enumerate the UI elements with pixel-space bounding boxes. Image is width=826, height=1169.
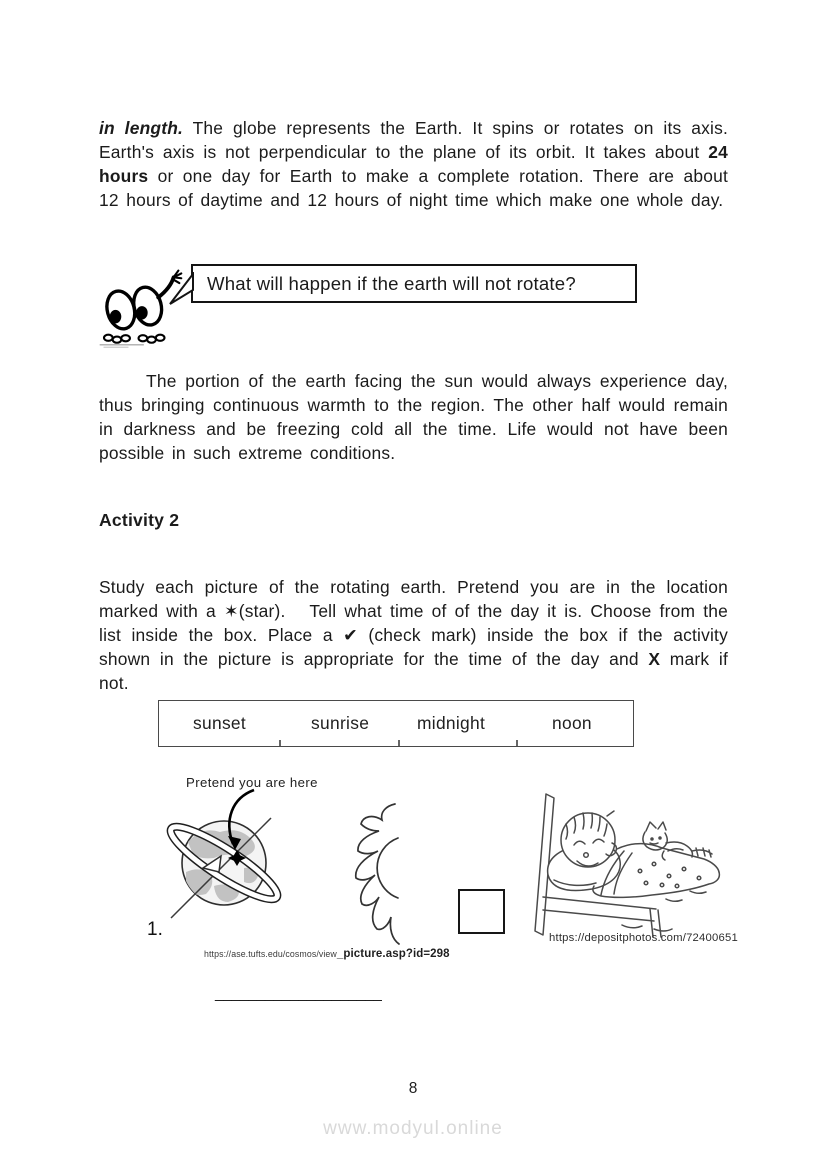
sun-icon <box>348 798 400 948</box>
word-bank-item: sunset <box>193 713 247 733</box>
answer-blank-line[interactable]: ____________________ <box>215 985 382 1002</box>
column-divider-tick <box>279 740 281 746</box>
intro-paragraph: in length. The globe represents the Earth. It spins or rotates on its axis. Earth's axis is not perpendicular to the plane of its orbit. It takes about 24 hours or one day for Earth to make a complete rotation. There are about 12 hours of daytime and 12 hours of night time which make one whole day. <box>99 118 728 210</box>
answer-paragraph: The portion of the earth facing the sun would always experience day, thus bringing continuous warmth to the region. The other half would remain in darkness and be freezing cold all the time. Life would not have been possible in such extreme conditions. <box>99 371 728 463</box>
bed-image-caption: https://depositphotos.com/72400651 <box>549 932 738 944</box>
speech-bubble-tail-icon <box>168 272 194 306</box>
activity-instructions: Study each picture of the rotating earth. Pretend you are in the location marked with a ✶(star). Tell what time of of the day it is. Choose from the list inside the box. Place a ✔ (check mark) inside the box if the activity shown in the picture is appropriate for the time of the day and X mark if not. <box>99 577 728 693</box>
caption-url-large: _picture.asp?id=298 <box>336 948 450 960</box>
word-bank-item: noon <box>552 713 592 733</box>
word-bank-box <box>158 700 634 747</box>
column-divider-tick <box>516 740 518 746</box>
sleeping-child-illustration <box>504 779 736 939</box>
word-bank-item: midnight <box>417 713 486 733</box>
column-divider-tick <box>398 740 400 746</box>
speech-bubble <box>191 264 637 303</box>
caption-url-small: https://ase.tufts.edu/cosmos/view <box>204 949 337 959</box>
word-bank-item: sunrise <box>311 713 370 733</box>
answer-checkbox[interactable] <box>458 889 505 934</box>
item-number: 1. <box>147 919 163 940</box>
activity-heading: Activity 2 <box>99 510 180 530</box>
earth-rotation-illustration <box>158 786 288 928</box>
page-number: 8 <box>408 1080 418 1097</box>
pretend-you-are-here-label: Pretend you are here <box>186 775 318 790</box>
question-text: What will happen if the earth will not rotate? <box>207 272 576 294</box>
globe-image-caption <box>204 948 450 960</box>
site-watermark: www.modyul.online <box>323 1118 503 1139</box>
